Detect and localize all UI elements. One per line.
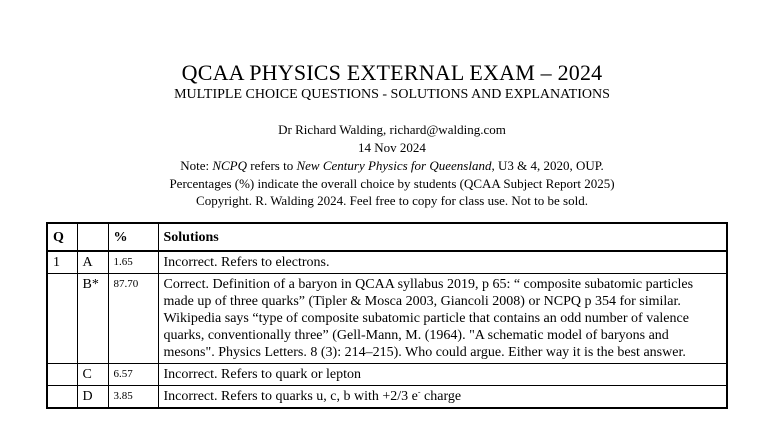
note-suffix: , U3 & 4, 2020, OUP.: [491, 158, 604, 173]
note-ncpq: NCPQ: [212, 158, 248, 173]
question-number: [47, 386, 77, 409]
col-header-q: Q: [47, 223, 77, 251]
solutions-table: [46, 222, 728, 409]
question-number: 1: [47, 251, 77, 274]
note-refers: refers to: [247, 158, 297, 173]
percentages-note: Percentages (%) indicate the overall choice by students (QCAA Subject Report 2025): [169, 176, 615, 191]
page-title: QCAA PHYSICS EXTERNAL EXAM – 2024: [181, 60, 603, 85]
col-header-solutions: Solutions: [158, 223, 727, 251]
copyright-line: Copyright. R. Walding 2024. Feel free to copy for class use. Not to be sold.: [196, 193, 588, 208]
option-letter: C: [77, 364, 108, 386]
solution-text: Correct. Definition of a baryon in QCAA syllabus 2019, p 65: “ composite subatomic particles made up of three quarks” (Tipler & Mosca 2003, Giancoli 2008) or NCPQ p 354 for similar. Wikipedia says “type of composite subatomic particle that contains an odd number of valence quarks, conventionally three” (Gell-Mann, M. (1964). "A schematic model of baryons and mesons". Physics Letters. 8 (3): 214–215). Who could argue. Either way it is the best answer.: [158, 274, 727, 364]
percent-value: 87.70: [108, 274, 158, 364]
col-header-percent: %: [108, 223, 158, 251]
percent-value: 1.65: [108, 251, 158, 274]
table-row: [47, 274, 727, 364]
table-row: [47, 251, 727, 274]
col-header-option: [77, 223, 108, 251]
table-row: [47, 386, 727, 409]
solution-text-main: Incorrect. Refers to quarks u, c, b with +2/3 e: [163, 389, 418, 404]
author-line: Dr Richard Walding, richard@walding.com: [278, 122, 506, 137]
solution-text: Incorrect. Refers to quark or lepton: [158, 364, 727, 386]
solution-text-end: charge: [420, 389, 462, 404]
note-line: [0, 158, 784, 174]
question-number: [47, 364, 77, 386]
table-header-row: [47, 223, 727, 251]
electron-charge-superscript: -: [417, 387, 421, 397]
page-subtitle: MULTIPLE CHOICE QUESTIONS - SOLUTIONS AND EXPLANATIONS: [174, 87, 610, 102]
table-row: [47, 364, 727, 386]
note-prefix: Note:: [180, 158, 213, 173]
option-letter: B*: [77, 274, 108, 364]
question-number: [47, 274, 77, 364]
option-letter: A: [77, 251, 108, 274]
solution-text: [158, 386, 727, 409]
percent-value: 3.85: [108, 386, 158, 409]
solution-text: Incorrect. Refers to electrons.: [158, 251, 727, 274]
percent-value: 6.57: [108, 364, 158, 386]
note-book-title: New Century Physics for Queensland: [296, 158, 492, 173]
date-line: 14 Nov 2024: [358, 140, 426, 155]
option-letter: D: [77, 386, 108, 409]
